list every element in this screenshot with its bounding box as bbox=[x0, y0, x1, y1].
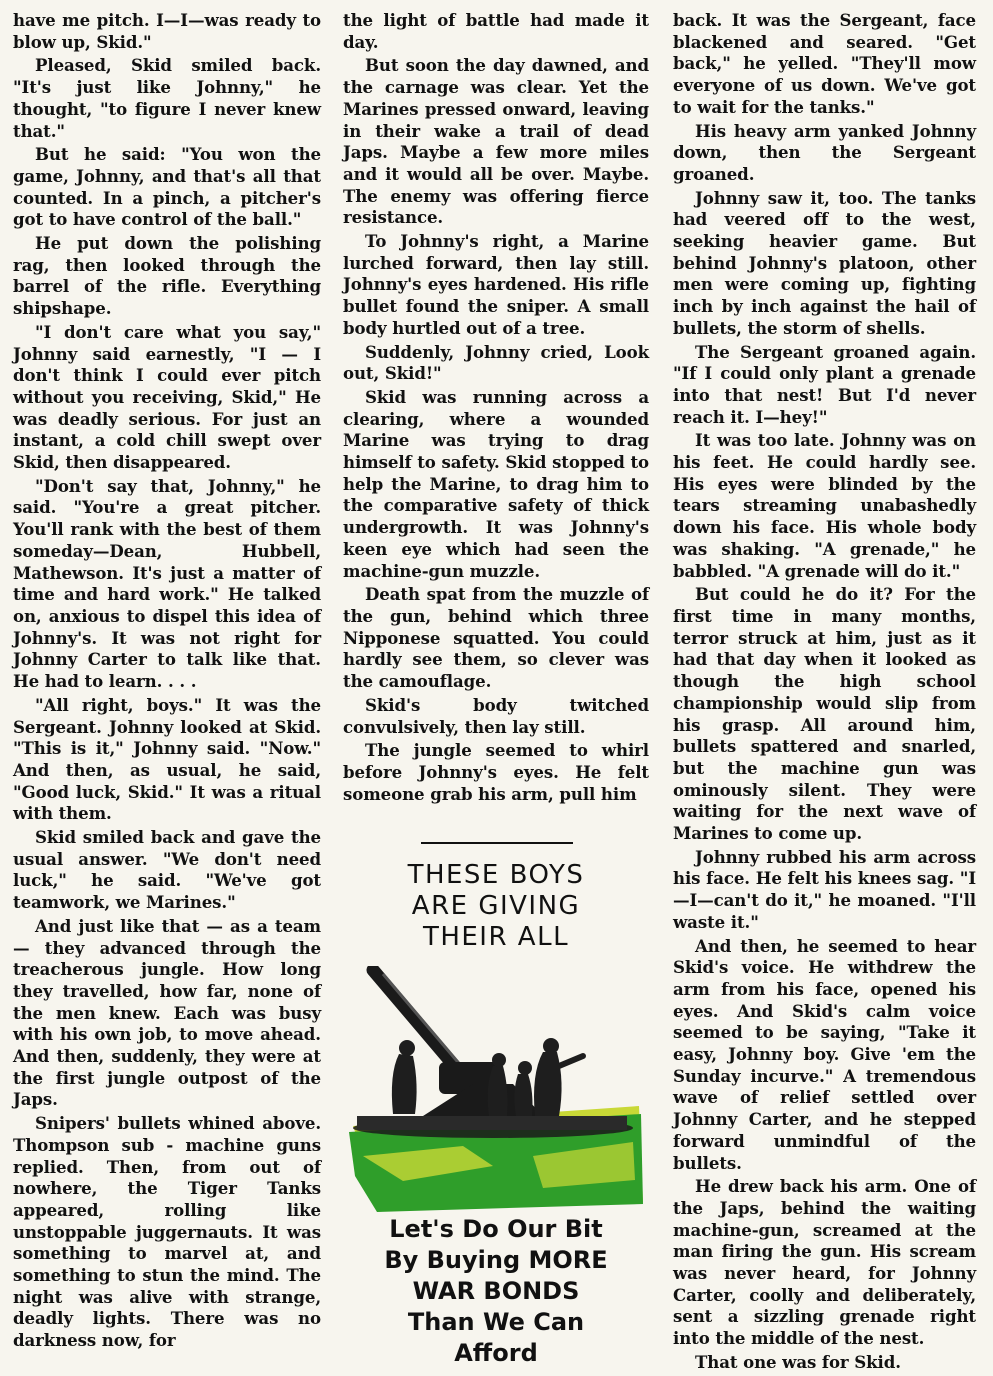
ad-headline-line: THESE BOYS bbox=[407, 860, 585, 890]
paragraph: Johnny rubbed his arm across his face. He felt his knees sag. "I—I—can't do it," he moaned. "I'll waste it." bbox=[673, 846, 976, 932]
ad-slogan bbox=[343, 1214, 649, 1369]
paragraph: He put down the polishing rag, then looked through the barrel of the rifle. Everything shipshape. bbox=[13, 233, 321, 319]
ad-headline bbox=[343, 860, 649, 953]
ad-slogan-line: WAR BONDS bbox=[412, 1277, 580, 1305]
paragraph: "Don't say that, Johnny," he said. "You're a great pitcher. You'll rank with the best of them someday—Dean, Hubbell, Mathewson. It's just a matter of time and hard work." He talked on, anxious to dispel this idea of Johnny's. It was not right for Johnny Carter to talk like that. He had to learn. . . . bbox=[13, 475, 321, 692]
paragraph: Skid's body twitched convulsively, then lay still. bbox=[343, 694, 649, 737]
paragraph: back. It was the Sergeant, face blackened and seared. "Get back," he yelled. "They'll mow everyone of us down. We've got to wait for the tanks." bbox=[673, 10, 976, 117]
text-column-2 bbox=[343, 10, 649, 807]
paragraph: "All right, boys." It was the Sergeant. Johnny looked at Skid. "This is it," Johnny said. "Now." And then, as usual, he said, "Good luck, Skid." It was a ritual with them. bbox=[13, 694, 321, 824]
paragraph: But soon the day dawned, and the carnage was clear. Yet the Marines pressed onward, leaving in their wake a trail of dead Japs. Maybe a few more miles and it would all be over. Maybe. The enemy was offering fierce resistance. bbox=[343, 55, 649, 228]
paragraph: Snipers' bullets whined above. Thompson sub - machine guns replied. Then, from out of nowhere, the Tiger Tanks appeared, rolling like unstoppable juggernauts. It was something to marvel at, and something to stun the mind. The night was alive with strange, deadly lights. There was no darkness now, for bbox=[13, 1113, 321, 1351]
ad-headline-line: ARE GIVING bbox=[411, 891, 581, 921]
text-column-3 bbox=[673, 10, 976, 1376]
paragraph: It was too late. Johnny was on his feet. He could hardly see. His eyes were blinded by the tears streaming unabashedly down his face. His whole body was shaking. "A grenade," he babbled. "A grenade will do it." bbox=[673, 430, 976, 581]
paragraph: the light of battle had made it day. bbox=[343, 10, 649, 52]
text-column-1 bbox=[13, 10, 321, 1354]
paragraph: Death spat from the muzzle of the gun, behind which three Nipponese squatted. You could hardly see them, so clever was the camouflage. bbox=[343, 584, 649, 692]
paragraph: But he said: "You won the game, Johnny, and that's all that counted. In a pinch, a pitcher's got to have control of the ball." bbox=[13, 144, 321, 230]
paragraph: Skid smiled back and gave the usual answer. "We don't need luck," he said. "We've got teamwork, we Marines." bbox=[13, 827, 321, 913]
anti-aircraft-gun-icon bbox=[343, 966, 649, 1214]
paragraph: Skid was running across a clearing, where a wounded Marine was trying to drag himself to safety. Skid stopped to help the Marine, to drag him to the comparative safety of thick undergrowth. It was Johnny's keen eye which had seen the machine-gun muzzle. bbox=[343, 386, 650, 581]
paragraph: have me pitch. I—I—was ready to blow up, Skid." bbox=[13, 10, 321, 52]
paragraph: And then, he seemed to hear Skid's voice. He withdrew the arm from his face, opened his eyes. And Skid's calm voice seemed to be saying, "Take it easy, Johnny boy. Give 'em the Sunday incurve." A tremendous wave of relief settled over Johnny Carter, and he stepped forward unmindful of the bullets. bbox=[673, 935, 976, 1173]
war-bonds-ad bbox=[343, 838, 649, 1367]
paragraph: His heavy arm yanked Johnny down, then the Sergeant groaned. bbox=[673, 120, 976, 184]
paragraph: The jungle seemed to whirl before Johnny's eyes. He felt someone grab his arm, pull him bbox=[343, 740, 649, 804]
paragraph: But could he do it? For the first time in many months, terror struck at him, just as it had that day when it looked as though the high school championship would slip from his grasp. All around him, bullets spattered and snarled, but the machine gun was ominously silent. They were waiting for the next wave of Marines to come up. bbox=[673, 584, 976, 844]
ad-headline-line: THEIR ALL bbox=[422, 922, 570, 952]
paragraph: He drew back his arm. One of the Japs, behind the waiting machine-gun, screamed at the man firing the gun. His scream was never heard, for Johnny Carter, coolly and deliberately, sent a sizzling grenade right into the middle of the nest. bbox=[673, 1176, 976, 1349]
paragraph: To Johnny's right, a Marine lurched forward, then lay still. Johnny's eyes hardened. His rifle bullet found the sniper. A small body hurtled out of a tree. bbox=[343, 231, 649, 338]
paragraph: And just like that — as a team — they advanced through the treacherous jungle. How long they travelled, how far, none of the men knew. Each was busy with his own job, to move ahead. And then, suddenly, they were at the first jungle outpost of the Japs. bbox=[13, 915, 321, 1110]
paragraph: Pleased, Skid smiled back. "It's just like Johnny," he thought, "to figure I never knew that." bbox=[13, 55, 321, 141]
paragraph: "I don't care what you say," Johnny said earnestly, "I — I don't think I could ever pitch without you receiving, Skid," He was deadly serious. For just an instant, a cold chill swept over Skid, then disappeared. bbox=[13, 321, 321, 473]
paragraph: The Sergeant groaned again. "If I could only plant a grenade into that nest! But I'd never reach it. I—hey!" bbox=[673, 341, 976, 427]
divider bbox=[421, 842, 573, 844]
ad-slogan-line: By Buying MORE bbox=[384, 1246, 608, 1274]
ad-slogan-line: Afford bbox=[454, 1339, 538, 1367]
paragraph: That one was for Skid. bbox=[695, 1351, 901, 1372]
ad-slogan-line: Than We Can bbox=[407, 1308, 585, 1336]
paragraph: Johnny saw it, too. The tanks had veered off to the west, seeking heavier game. But behind Johnny's platoon, other men were coming up, fighting inch by inch against the hail of bullets, the storm of shells. bbox=[673, 187, 976, 338]
ad-slogan-line: Let's Do Our Bit bbox=[389, 1215, 603, 1243]
paragraph: Suddenly, Johnny cried, Look out, Skid!" bbox=[343, 341, 649, 384]
